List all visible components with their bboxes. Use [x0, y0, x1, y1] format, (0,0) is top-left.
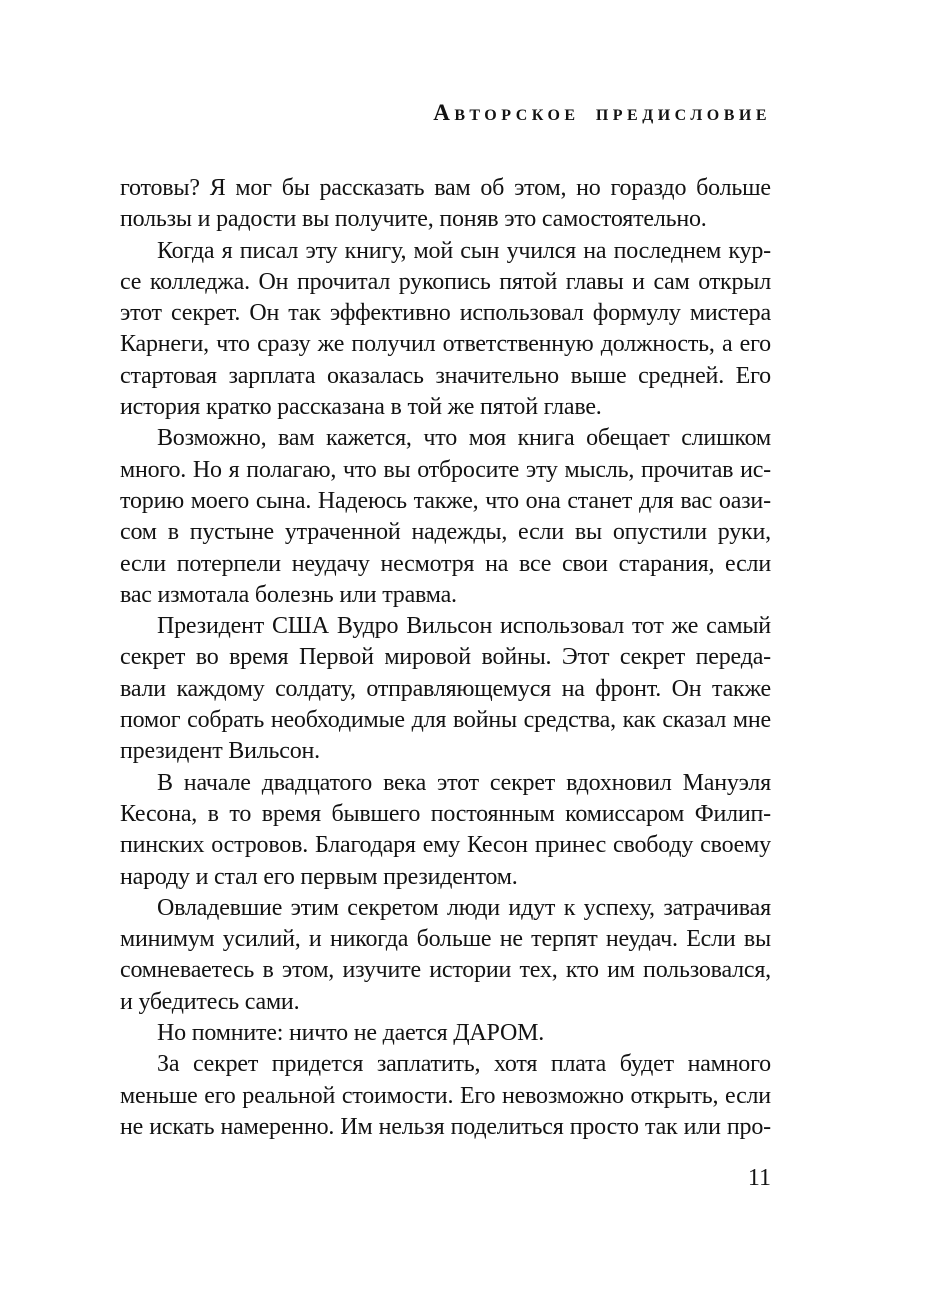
text-line: Овладевшие этим секретом люди идут к успеху, затрачивая: [157, 894, 771, 921]
paragraph: [120, 893, 771, 1018]
paragraph: [120, 1049, 771, 1143]
text-line: стартовая зарплата оказалась значительно выше средней. Его: [120, 362, 771, 389]
text-line: торию моего сына. Надеюсь также, что она станет для вас оази-: [120, 487, 771, 514]
text-line: если потерпели неудачу несмотря на все свои старания, если: [120, 550, 771, 577]
text-line: минимум усилий, и никогда больше не терпят неудач. Если вы: [120, 926, 771, 953]
text-line: народу и стал его первым президентом.: [120, 863, 518, 890]
text-line: В начале двадцатого века этот секрет вдохновил Мануэля: [157, 769, 771, 796]
paragraph: [120, 611, 771, 767]
text-line: За секрет придется заплатить, хотя плата будет намного: [157, 1051, 771, 1078]
text-line: пользы и радости вы получите, поняв это самостоятельно.: [120, 206, 707, 233]
text-column: [120, 0, 771, 1143]
running-header: Авторское предисловие: [433, 100, 771, 125]
text-line: Президент США Вудро Вильсон использовал тот же самый: [157, 613, 771, 640]
text-line: Возможно, вам кажется, что моя книга обещает слишком: [157, 425, 771, 452]
text-line: Но помните: ничто не дается ДАРОМ.: [157, 1020, 545, 1047]
text-line: сомневаетесь в этом, изучите истории тех, кто им пользовался,: [120, 957, 771, 984]
text-line: се колледжа. Он прочитал рукопись пятой главы и сам открыл: [120, 268, 771, 295]
text-line: и убедитесь сами.: [120, 988, 300, 1015]
text-line: Карнеги, что сразу же получил ответственную должность, а его: [120, 331, 771, 358]
text-line: помог собрать необходимые для войны средства, как сказал мне: [120, 707, 771, 734]
text-line: сом в пустыне утраченной надежды, если вы опустили руки,: [120, 519, 771, 546]
text-line: секрет во время Первой мировой войны. Этот секрет переда-: [120, 644, 771, 671]
paragraph: [120, 173, 771, 236]
text-line: этот секрет. Он так эффективно использовал формулу мистера: [120, 300, 771, 327]
text-line: меньше его реальной стоимости. Его невозможно открыть, если: [120, 1082, 771, 1109]
text-line: Кесона, в то время бывшего постоянным комиссаром Филип-: [120, 800, 771, 827]
paragraph: [120, 423, 771, 611]
text-line: пинских островов. Благодаря ему Кесон принес свободу своему: [120, 832, 771, 859]
text-line: Когда я писал эту книгу, мой сын учился на последнем кур-: [157, 237, 771, 264]
paragraph: [120, 1018, 771, 1049]
text-line: вали каждому солдату, отправляющемуся на фронт. Он также: [120, 675, 771, 702]
text-line: история кратко рассказана в той же пятой главе.: [120, 394, 602, 421]
text-line: президент Вильсон.: [120, 738, 320, 765]
text-line: не искать намеренно. Им нельзя поделиться просто так или про-: [120, 1113, 771, 1140]
page-number: 11: [747, 1165, 771, 1191]
text-line: готовы? Я мог бы рассказать вам об этом, но гораздо больше: [120, 175, 771, 201]
text-line: вас измотала болезнь или травма.: [120, 581, 457, 608]
text-line: много. Но я полагаю, что вы отбросите эту мысль, прочитав ис-: [120, 456, 771, 483]
paragraph: [120, 236, 771, 424]
text-block: [120, 173, 771, 1143]
paragraph: [120, 768, 771, 893]
